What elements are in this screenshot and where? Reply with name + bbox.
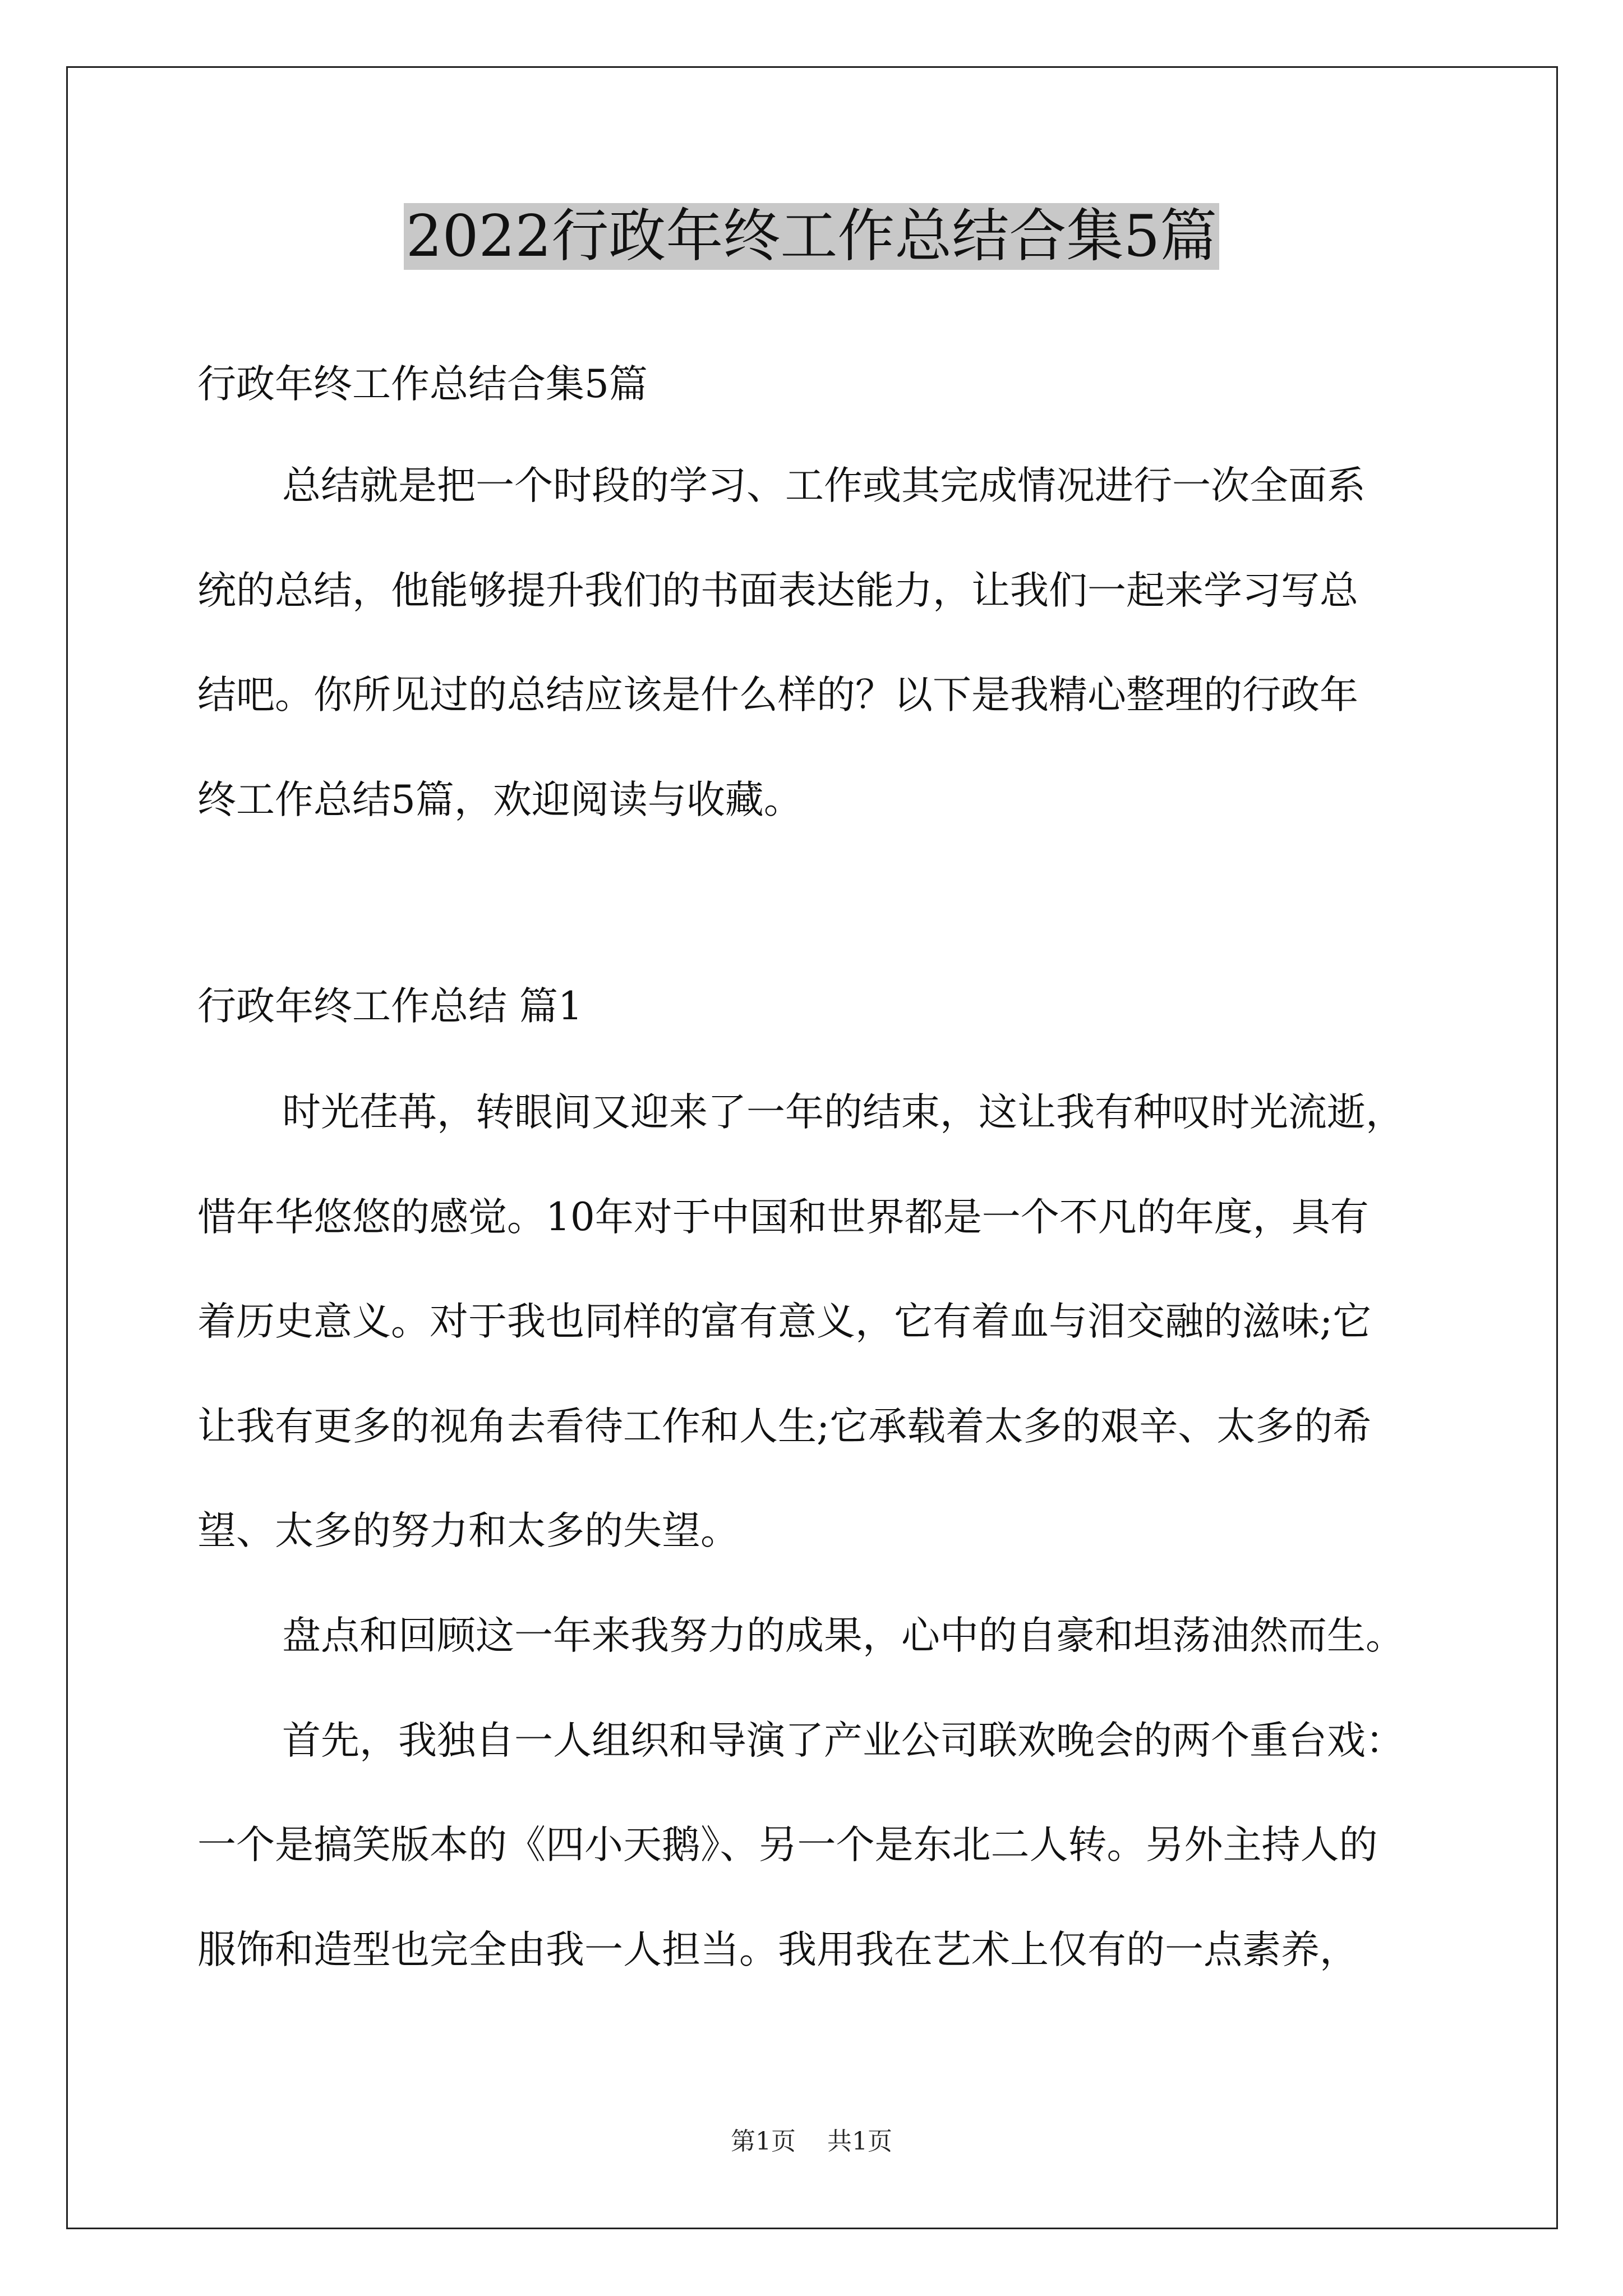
intro-line: 总结就是把一个时段的学习、工作或其完成情况进行一次全面系 (282, 463, 1366, 508)
intro-line: 结吧。你所见过的总结应该是什么样的？以下是我精心整理的行政年 (197, 673, 1358, 717)
paragraph-line: 盘点和回顾这一年来我努力的成果，心中的自豪和坦荡油然而生。 (282, 1613, 1404, 1658)
intro-line: 统的总结，他能够提升我们的书面表达能力，让我们一起来学习写总 (197, 568, 1358, 613)
paragraph-line: 让我有更多的视角去看待工作和人生;它承载着太多的艰辛、太多的希 (197, 1404, 1372, 1449)
page-total: 共1页 (827, 2127, 892, 2156)
document-title (0, 197, 1623, 276)
paragraph-line: 服饰和造型也完全由我一人担当。我用我在艺术上仅有的一点素养， (197, 1927, 1358, 1972)
subtitle-line: 行政年终工作总结合集5篇 (197, 362, 648, 407)
paragraph-line: 时光荏苒，转眼间又迎来了一年的结束，这让我有种叹时光流逝， (282, 1090, 1404, 1135)
paragraph-line: 一个是搞笑版本的《四小天鹅》、另一个是东北二人转。另外主持人的 (197, 1823, 1378, 1867)
page-number: 第1页 (731, 2127, 796, 2156)
document-title-text: 2022行政年终工作总结合集5篇 (404, 203, 1219, 270)
section-heading: 行政年终工作总结 篇1 (197, 984, 583, 1029)
paragraph-line: 惜年华悠悠的感觉。10年对于中国和世界都是一个不凡的年度，具有 (197, 1195, 1369, 1240)
paragraph-line: 着历史意义。对于我也同样的富有意义，它有着血与泪交融的滋味;它 (197, 1299, 1372, 1344)
intro-line: 终工作总结5篇，欢迎阅读与收藏。 (197, 777, 803, 822)
page-footer (0, 2125, 1623, 2159)
paragraph-line: 望、太多的努力和太多的失望。 (197, 1508, 739, 1553)
paragraph-line: 首先，我独自一人组织和导演了产业公司联欢晚会的两个重台戏： (282, 1718, 1404, 1763)
